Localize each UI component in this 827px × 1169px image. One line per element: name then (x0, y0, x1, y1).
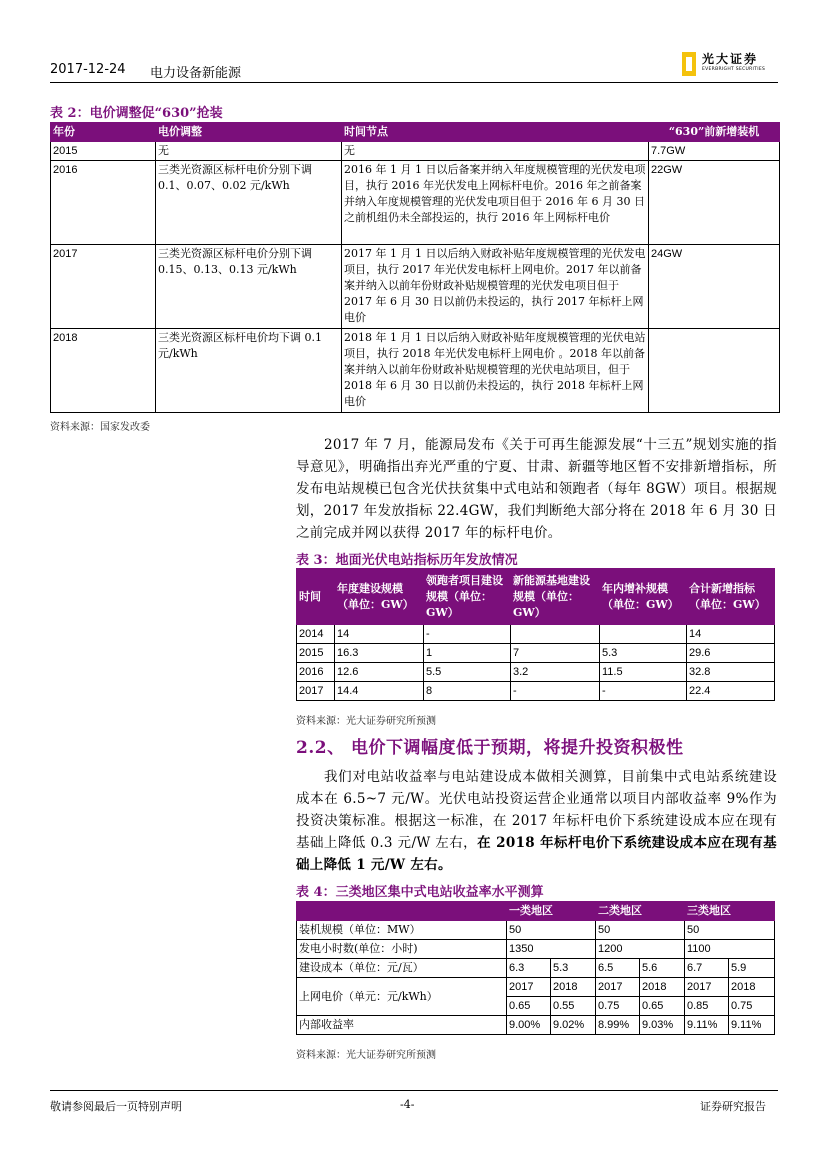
header-date: 2017-12-24 (50, 62, 126, 77)
table2-cell: 24GW (649, 245, 780, 329)
table3-caption: 表 3：地面光伏电站指标历年发放情况 (296, 553, 518, 568)
section-paragraph-plain: 我们对电站收益率与电站建设成本做相关测算，目前集中式电站系统建设成本在 6.5~7 元/W。光伏电站投资运营企业通常以项目内部收益率 9%作为投资决策标准。根据这一标准，在 2017 年标杆电价下系统建设成本应在现有基础上降低 0.3 元/W 左右， (296, 769, 777, 851)
table4-cell: 9.11% (685, 1016, 729, 1035)
table2-cell: 2018 年 1 月 1 日以后纳入财政补贴年度规模管理的光伏电站项目，执行 2018 年光伏发电标杆上网电价 。2018 年以前备案并纳入以前年份财政补贴规模管理的光伏电站项目，但于 2018 年 6 月 30 日以前仍未投运的，执行 2018 年标杆上网电价 (342, 329, 649, 413)
table3-cell: - (600, 682, 687, 701)
table3-col-header: 年度建设规模（单位：GW） (335, 569, 424, 625)
table3-col-header: 新能源基地建设规模（单位：GW） (511, 569, 600, 625)
table4-row-label: 装机规模（单位：MW） (297, 921, 507, 940)
table2-cell: 无 (342, 142, 649, 161)
table4-cell: 2017 (685, 978, 729, 997)
table4-row-label: 内部收益率 (297, 1016, 507, 1035)
table4-cell: 9.11% (729, 1016, 775, 1035)
table4-source: 资料来源：光大证券研究所预测 (296, 1050, 436, 1061)
table2-cell: 2017 年 1 月 1 日以后纳入财政补贴年度规模管理的光伏发电项目，执行 2017 年光伏发电标杆上网电价。2017 年以前备案并纳入以前年份财政补贴规模管理的光伏发电项目但于 2017 年 6 月 30 日以前仍未投运的，执行 2017 年标杆上网电价 (342, 245, 649, 329)
table3-cell: 5.3 (600, 644, 687, 663)
table4-caption: 表 4：三类地区集中式电站收益率水平测算 (296, 885, 544, 900)
table4-cell: 9.00% (507, 1016, 551, 1035)
table4-cell: 0.85 (685, 997, 729, 1016)
table4-col-header: 一类地区 (507, 902, 596, 921)
table3-cell: 1 (424, 644, 511, 663)
table3-cell: 7 (511, 644, 600, 663)
table3-cell: 2017 (297, 682, 335, 701)
table2-cell: 2018 (51, 329, 156, 413)
table2-cell: 三类光资源区标杆电价分别下调 0.1、0.07、0.02 元/kWh (156, 161, 342, 245)
table3-cell: 8 (424, 682, 511, 701)
table2-col-header: 时间节点 (342, 123, 649, 142)
table3-cell: 2016 (297, 663, 335, 682)
table-row (51, 329, 780, 413)
table-row (297, 625, 775, 644)
table4-cell: 0.75 (596, 997, 640, 1016)
table4-cell: 0.75 (729, 997, 775, 1016)
header-sector: 电力设备新能源 (150, 66, 242, 81)
table4-cell: 50 (507, 921, 596, 940)
table4-row-label: 建设成本（单位：元/瓦） (297, 959, 507, 978)
table2-cell: 2016 年 1 月 1 日以后备案并纳入年度规模管理的光伏发电项目，执行 2016 年光伏发电上网标杆电价。2016 年之前备案并纳入年度规模管理的光伏发电项目但于 2016 年 6 月 30 日之前机组仍未全部投运的，执行 2016 年上网标杆电价 (342, 161, 649, 245)
table4-cell: 6.5 (596, 959, 640, 978)
table3-col-header: 合计新增指标（单位：GW） (687, 569, 775, 625)
table3-cell: 29.6 (687, 644, 775, 663)
table2 (50, 122, 780, 413)
company-logo (682, 52, 782, 78)
table3-cell (600, 625, 687, 644)
table4-cell: 5.6 (640, 959, 685, 978)
table4-cell: 9.02% (551, 1016, 596, 1035)
table2-header-row (51, 123, 780, 142)
table3-cell: 32.8 (687, 663, 775, 682)
table3-col-header: 年内增补规模（单位：GW） (600, 569, 687, 625)
footer-report-type: 证券研究报告 (700, 1100, 766, 1113)
table2-cell: 三类光资源区标杆电价分别下调 0.15、0.13、0.13 元/kWh (156, 245, 342, 329)
table-row (297, 663, 775, 682)
logo-text-cn: 光大证券 (702, 52, 759, 66)
table4-cell: 8.99% (596, 1016, 640, 1035)
table2-cell: 三类光资源区标杆电价均下调 0.1 元/kWh (156, 329, 342, 413)
header-rule (50, 82, 778, 83)
table4-cell: 0.55 (551, 997, 596, 1016)
table4-cell: 2018 (729, 978, 775, 997)
table2-cell: 7.7GW (649, 142, 780, 161)
table4-cell: 2017 (596, 978, 640, 997)
table3-cell: 3.2 (511, 663, 600, 682)
footer-disclaimer: 敬请参阅最后一页特别声明 (50, 1100, 182, 1113)
footer-rule (50, 1090, 778, 1091)
table4-cell: 2018 (640, 978, 685, 997)
table4-cell: 9.03% (640, 1016, 685, 1035)
table-row (297, 921, 775, 940)
table3-col-header: 领跑者项目建设规模（单位：GW） (424, 569, 511, 625)
table3-header-row (297, 569, 775, 625)
table-row (297, 940, 775, 959)
table3-cell: 2014 (297, 625, 335, 644)
table4-cell: 6.7 (685, 959, 729, 978)
table3-cell (511, 625, 600, 644)
table4-cell: 1200 (596, 940, 685, 959)
paragraph-1: 2017 年 7 月，能源局发布《关于可再生能源发展“十三五”规划实施的指导意见》，明确指出弃光严重的宁夏、甘肃、新疆等地区暂不安排新增指标，所发布电站规模已包含光伏扶贫集中式电站和领跑者（每年 8GW）项目。根据规划，2017 年发放指标 22.4GW，我们判断绝大部分将在 2018 年 6 月 30 日之前完成并网以获得 2017 年的标杆电价。 (296, 437, 777, 541)
table4-cell: 1100 (685, 940, 775, 959)
table4-cell: 50 (685, 921, 775, 940)
logo-text-en: EVERBRIGHT SECURITIES (702, 67, 766, 72)
page-number: -4- (400, 1098, 415, 1111)
table4-cell: 6.3 (507, 959, 551, 978)
table2-source: 资料来源：国家发改委 (50, 422, 150, 433)
table3-cell: 12.6 (335, 663, 424, 682)
table4-cell: 50 (596, 921, 685, 940)
table2-col-header: 年份 (51, 123, 156, 142)
table-row (297, 959, 775, 978)
table3-cell: 14 (687, 625, 775, 644)
table4-row-label: 发电小时数(单位：小时) (297, 940, 507, 959)
table3-cell: 5.5 (424, 663, 511, 682)
table2-cell: 无 (156, 142, 342, 161)
table4-cell: 5.3 (551, 959, 596, 978)
table3-cell: 2015 (297, 644, 335, 663)
logo-mark-icon (682, 52, 696, 76)
table3-cell: 11.5 (600, 663, 687, 682)
table-row (297, 682, 775, 701)
section-heading: 2.2、 电价下调幅度低于预期，将提升投资积极性 (296, 738, 684, 758)
table2-cell: 2017 (51, 245, 156, 329)
table3-cell: 14.4 (335, 682, 424, 701)
table2-cell (649, 329, 780, 413)
table4-row-label: 上网电价（单元：元/kWh） (297, 978, 507, 1016)
table2-cell: 22GW (649, 161, 780, 245)
table3-cell: 16.3 (335, 644, 424, 663)
table3-cell: - (424, 625, 511, 644)
table-row (297, 1016, 775, 1035)
table4-cell: 0.65 (640, 997, 685, 1016)
section-paragraph (296, 766, 777, 876)
table4-cell: 0.65 (507, 997, 551, 1016)
table-row (51, 161, 780, 245)
table4-cell: 2017 (507, 978, 551, 997)
table2-col-header: “630”前新增装机 (649, 123, 780, 142)
table3-col-header: 时间 (297, 569, 335, 625)
table4-col-header (297, 902, 507, 921)
table2-cell: 2015 (51, 142, 156, 161)
table4-header-row (297, 902, 775, 921)
table-row (297, 978, 775, 997)
section-paragraph-bold: 在 2018 年标杆电价下系统建设成本应在现有基础上降低 1 元/W 左右。 (296, 835, 777, 873)
table3-cell: - (511, 682, 600, 701)
table2-cell: 2016 (51, 161, 156, 245)
table4-cell: 5.9 (729, 959, 775, 978)
table4-cell: 1350 (507, 940, 596, 959)
table3-cell: 14 (335, 625, 424, 644)
table-row (51, 245, 780, 329)
table2-col-header: 电价调整 (156, 123, 342, 142)
table4 (296, 901, 775, 1035)
table3 (296, 568, 775, 701)
table2-caption: 表 2：电价调整促“630”抢装 (50, 106, 223, 121)
table-row (51, 142, 780, 161)
table4-col-header: 二类地区 (596, 902, 685, 921)
table-row (297, 644, 775, 663)
table4-col-header: 三类地区 (685, 902, 775, 921)
table4-cell: 2018 (551, 978, 596, 997)
table3-source: 资料来源：光大证券研究所预测 (296, 716, 436, 727)
table3-cell: 22.4 (687, 682, 775, 701)
